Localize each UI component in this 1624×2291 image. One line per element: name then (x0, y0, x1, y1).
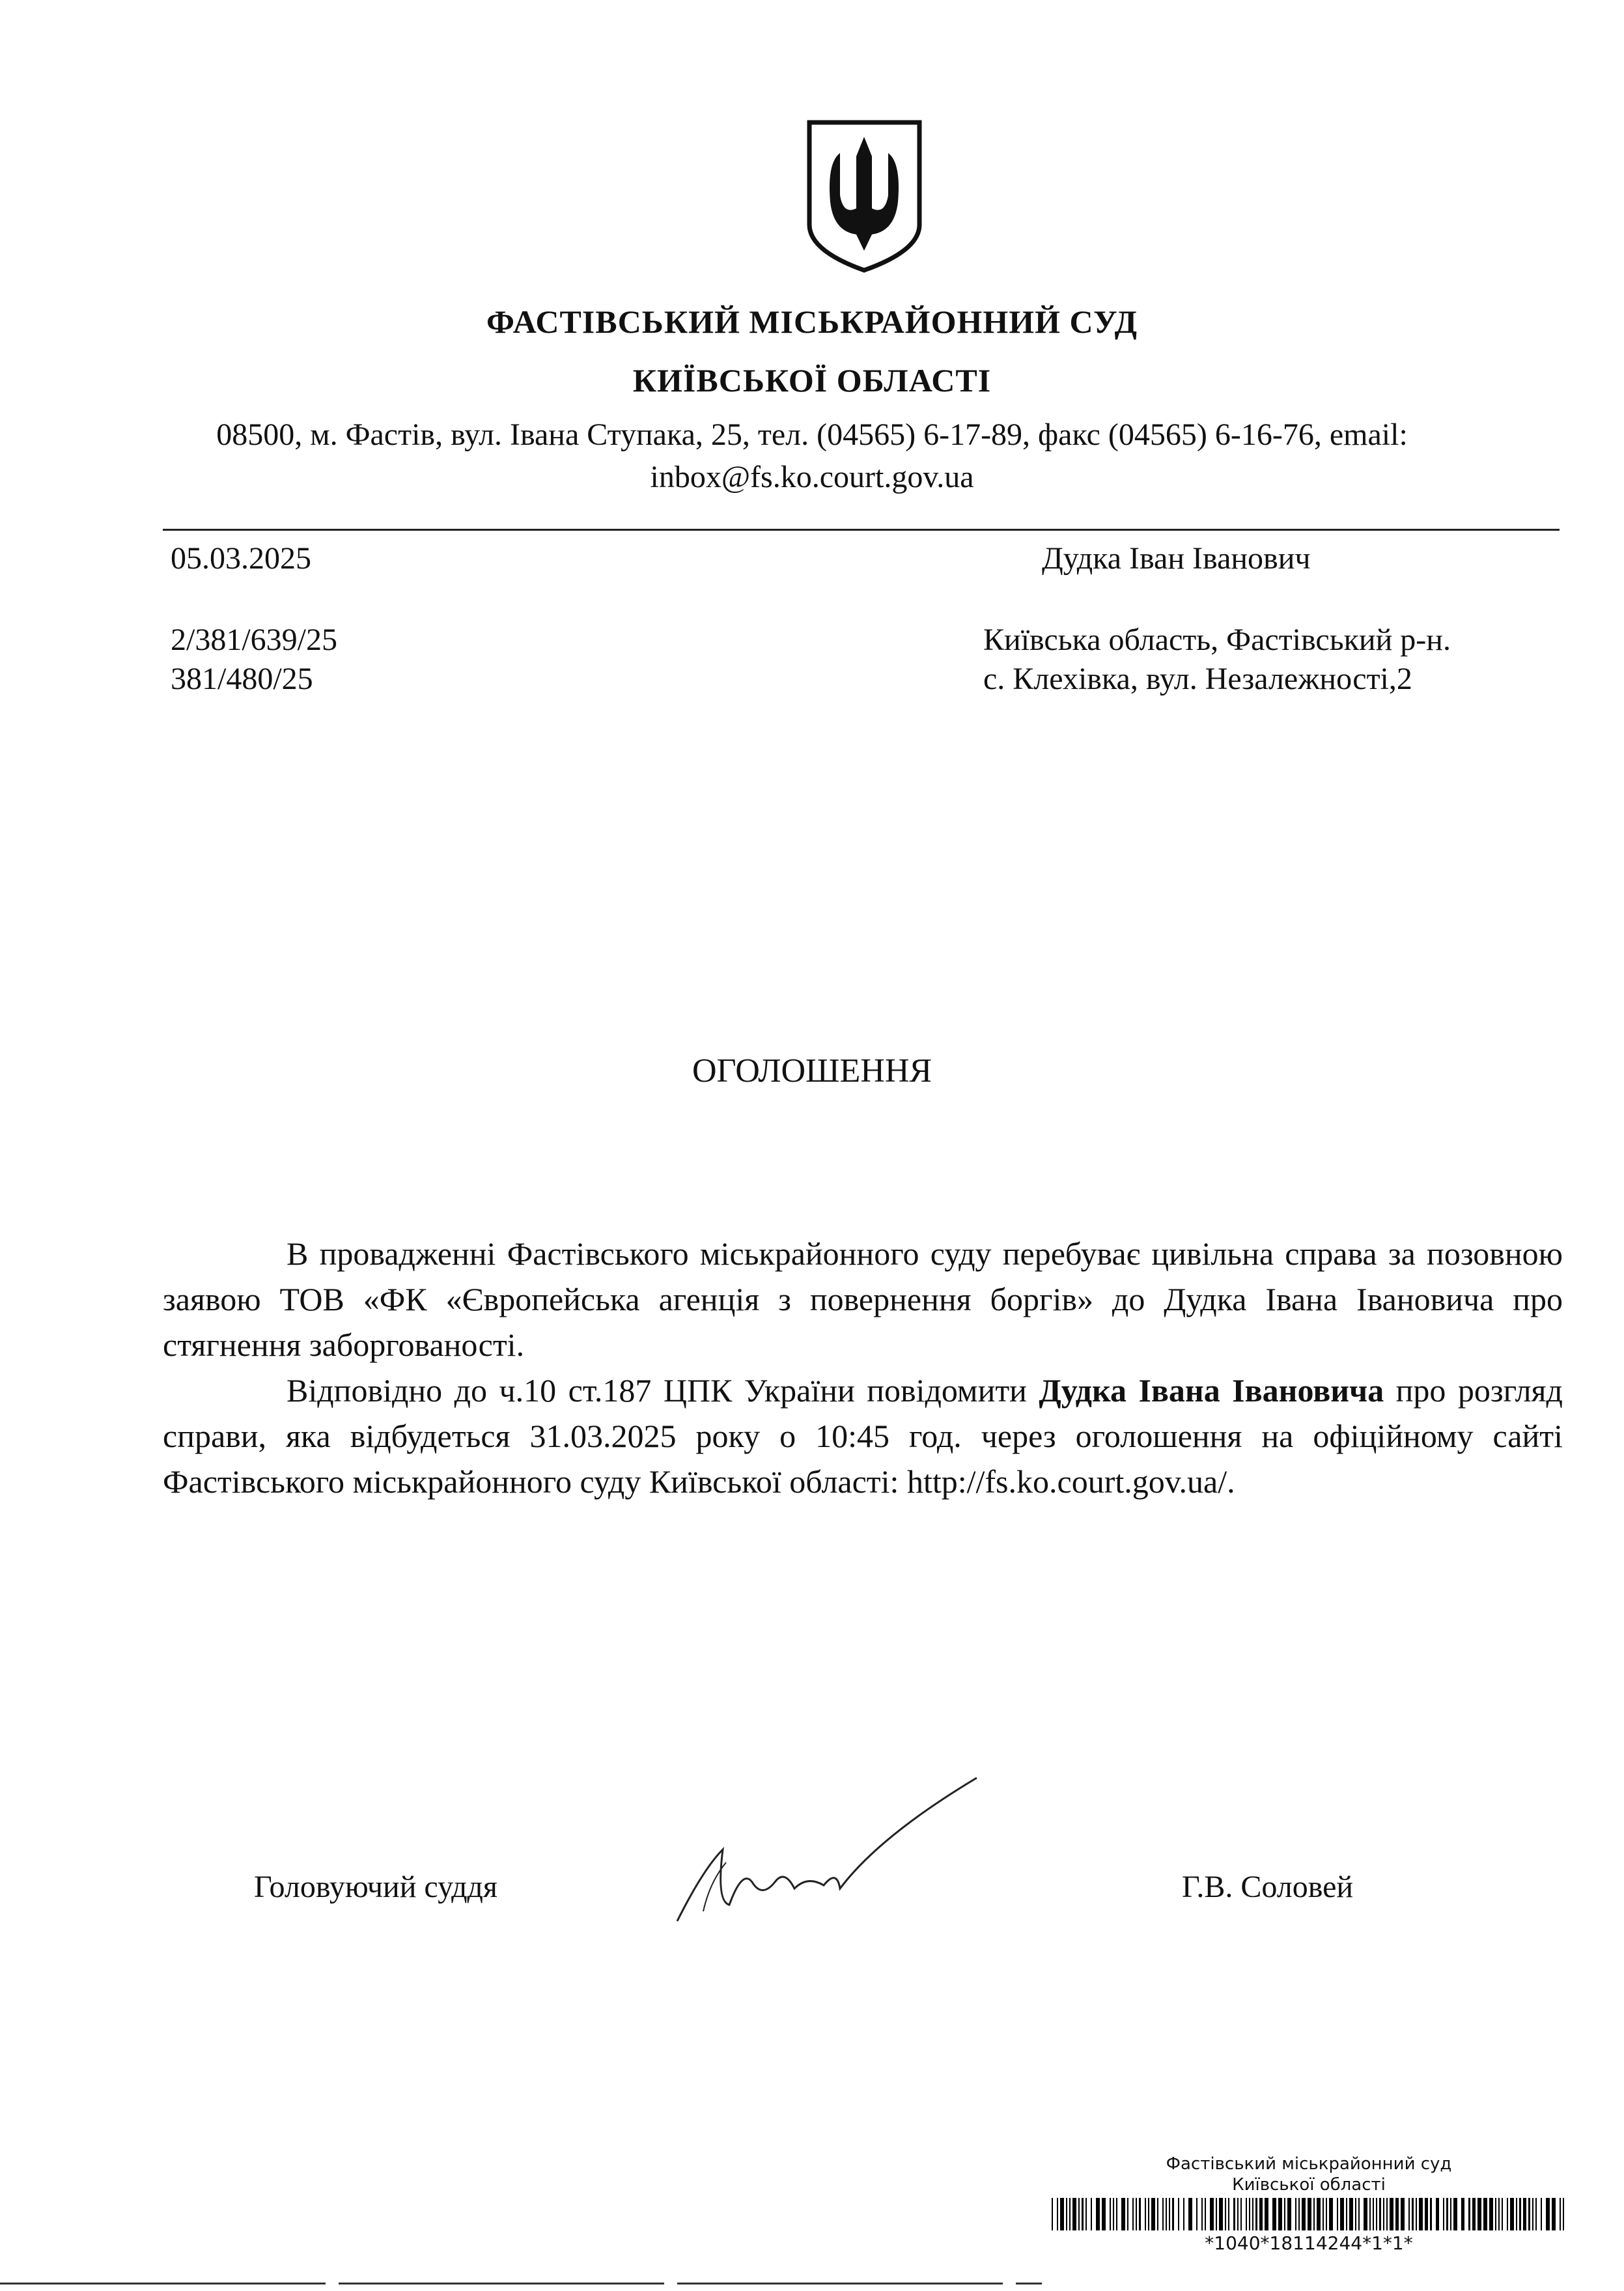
barcode-number: *1040*18114244*1*1* (1205, 2232, 1413, 2254)
court-site-link[interactable]: http://fs.ko.court.gov.ua/ (906, 1463, 1227, 1500)
email-link[interactable]: inbox@fs.ko.court.gov.ua (650, 460, 974, 494)
judge-role: Головуючий суддя (254, 1870, 497, 1904)
stamp-court: Фастівський міськрайонний суд (1166, 2154, 1452, 2174)
text: про розгляд справи, яка відбудеться 31.03.2025 року о 10:45 год. через оголошення на офіційному сайті Фастівського міськрайонного суду Київської області: (163, 1372, 1563, 1500)
case-number: 2/381/639/25 (171, 623, 338, 657)
recipient-address-line2: с. Клехівка, вул. Незалежності,2 (983, 662, 1412, 696)
defendant-name: Дудка Івана Івановича (1039, 1372, 1384, 1409)
document-title: ОГОЛОШЕННЯ (692, 1052, 932, 1089)
stamp-region: Київської області (1232, 2175, 1386, 2195)
divider (163, 529, 1560, 531)
text: . (1227, 1463, 1235, 1500)
proceeding-number: 381/480/25 (171, 662, 313, 696)
recipient-address-line1: Київська область, Фастівський р-н. (983, 623, 1451, 657)
court-name: ФАСТІВСЬКИЙ МІСЬКРАЙОННИЙ СУД (486, 303, 1138, 340)
text: Відповідно до ч.10 ст.187 ЦПК України повідомити (287, 1372, 1039, 1409)
paragraph-2 (163, 1368, 1563, 1504)
recipient-name: Дудка Іван Іванович (1042, 541, 1311, 576)
court-address: 08500, м. Фастів, вул. Івана Ступака, 25, тел. (04565) 6-17-89, факс (04565) 6-16-76, email: (216, 417, 1408, 452)
judge-name: Г.В. Соловей (1182, 1870, 1354, 1904)
announcement-body (163, 1231, 1563, 1504)
document-date: 05.03.2025 (171, 541, 311, 576)
coat-of-arms-icon (804, 117, 925, 274)
barcode (1052, 2198, 1566, 2230)
paragraph-1: В провадженні Фастівського міськрайонного суду перебуває цивільна справа за позовною заявою ТОВ «ФК «Європейська агенція з повернення боргів» до Дудка Івана Івановича про стягнення заборгованості. (163, 1235, 1563, 1363)
court-region: КИЇВСЬКОЇ ОБЛАСТІ (632, 362, 992, 399)
signature-image (664, 1771, 1003, 1928)
scan-edge (0, 2283, 1042, 2284)
